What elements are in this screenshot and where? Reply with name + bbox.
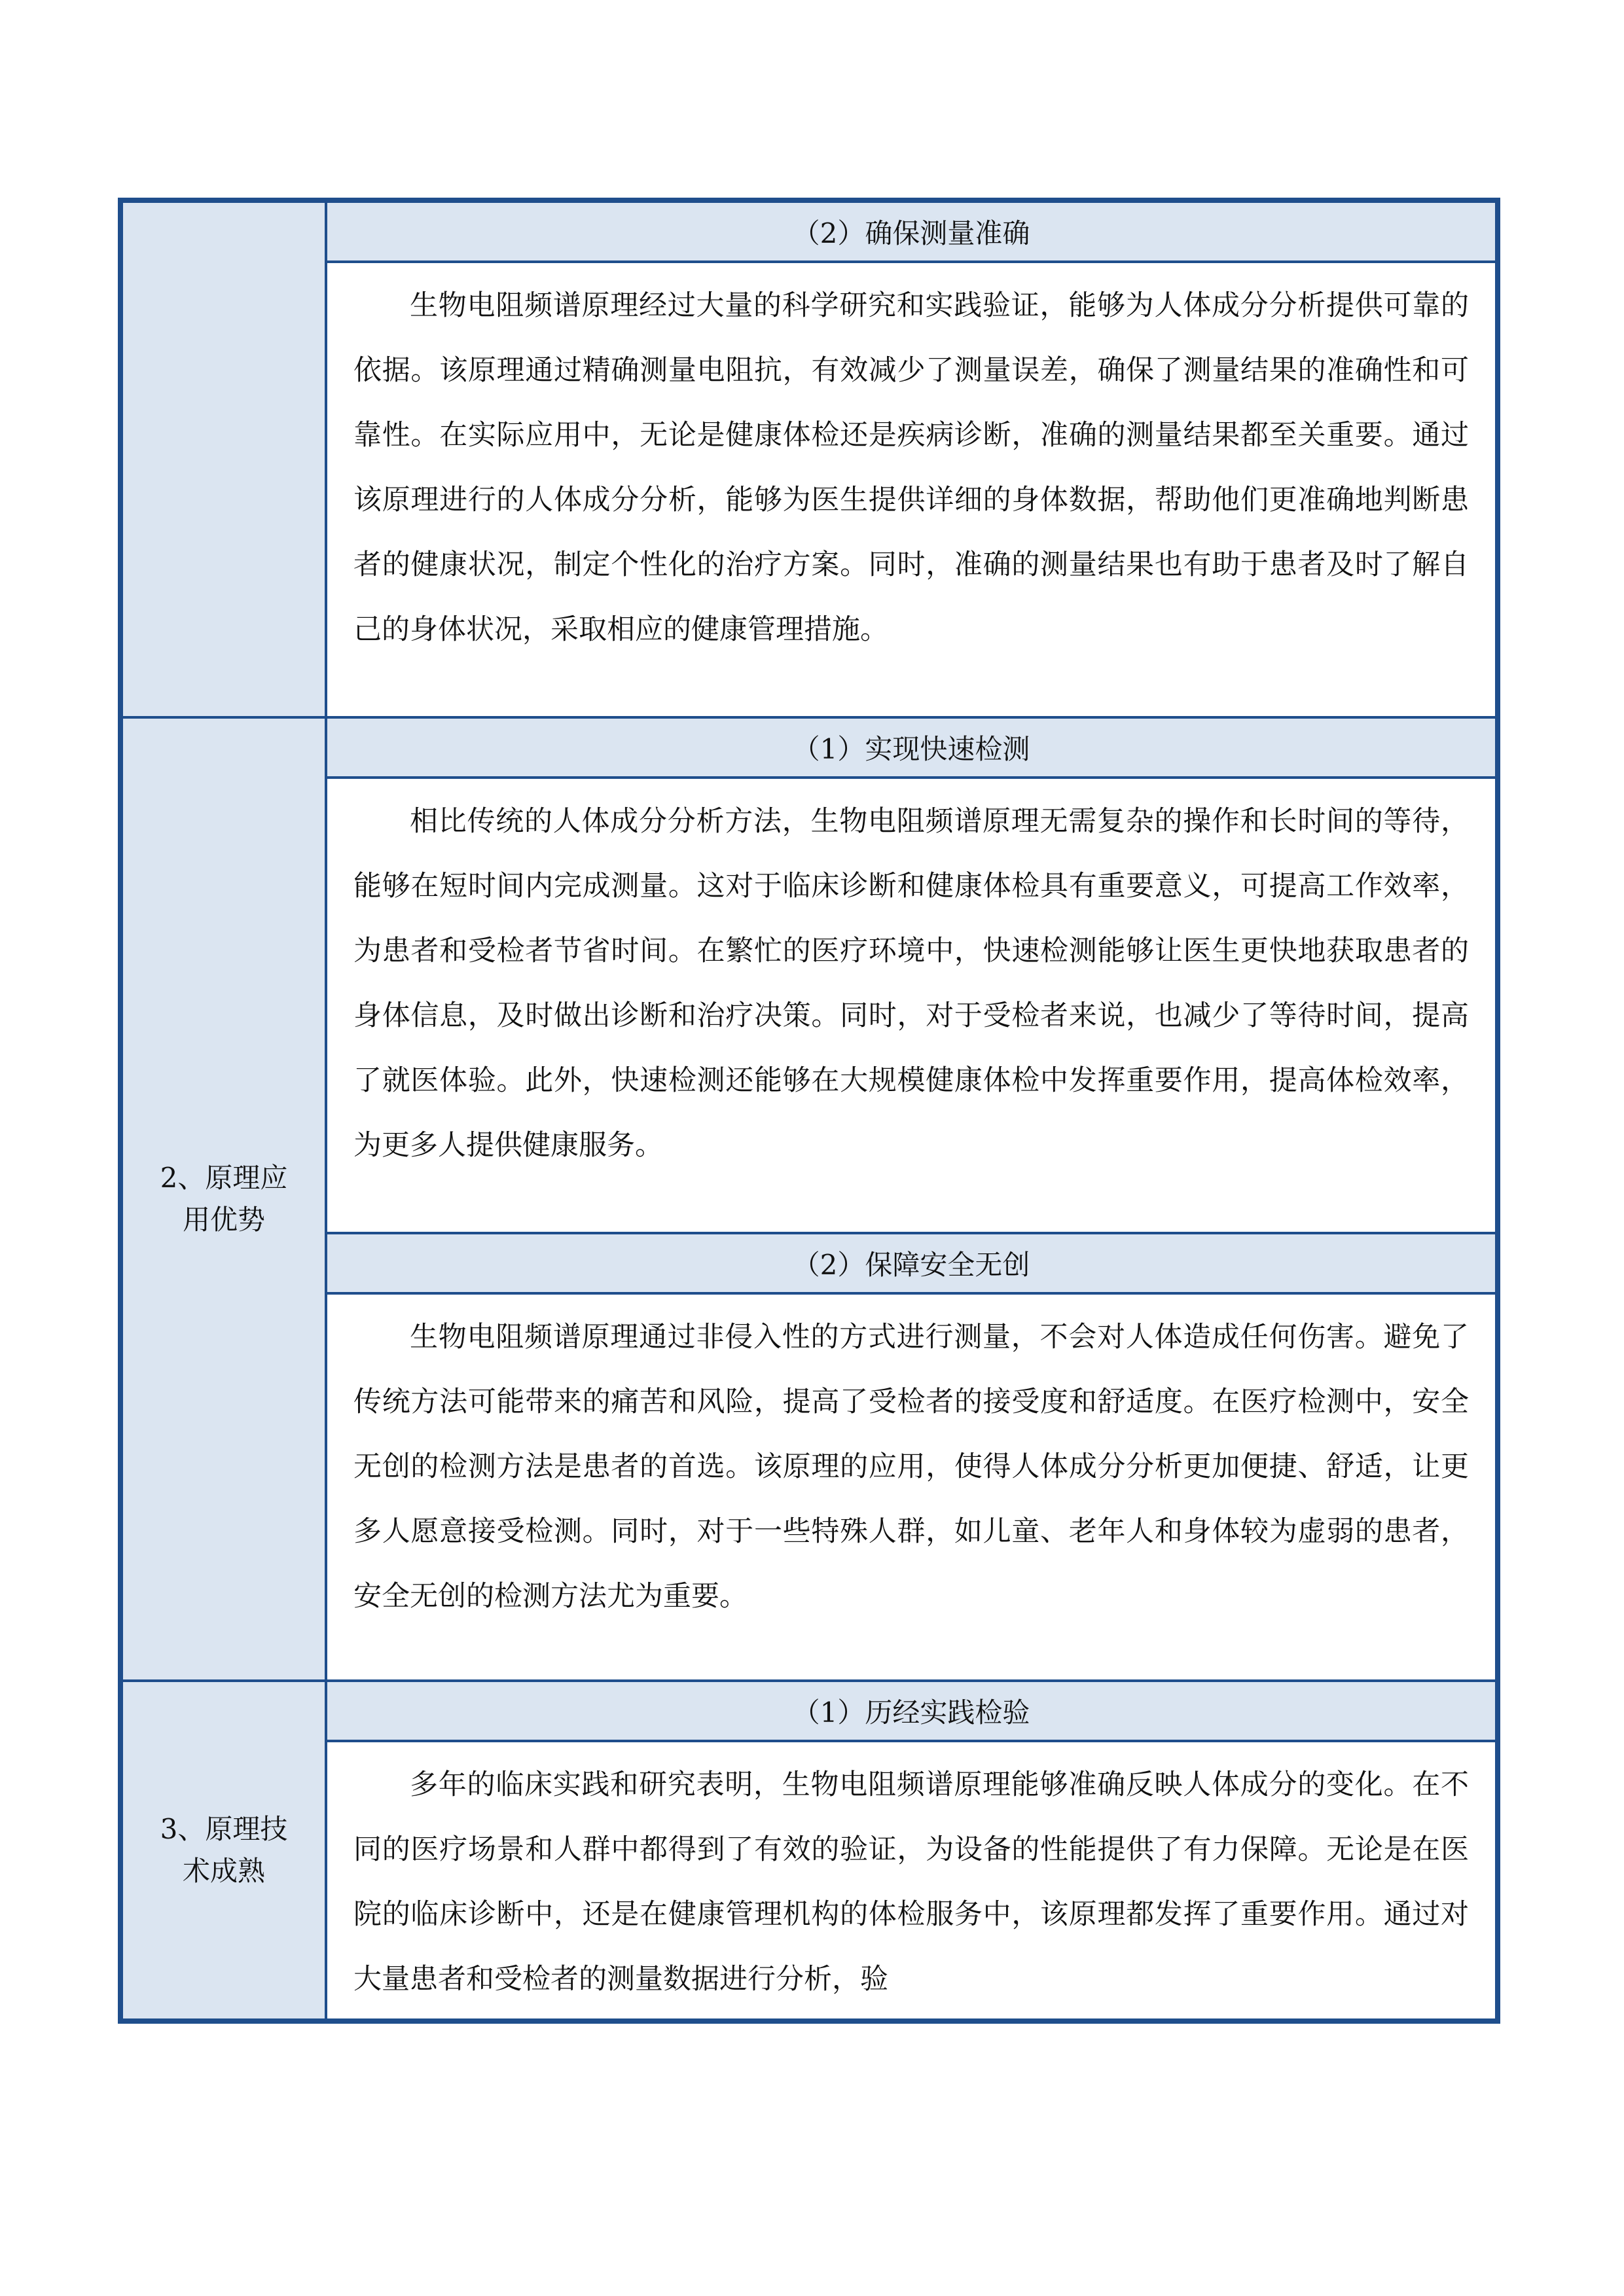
category-cell (123, 1682, 327, 2018)
table-row (123, 716, 1495, 1679)
category-label: 3、原理技术成熟 (160, 1813, 288, 1887)
category-label: 2、原理应用优势 (160, 1162, 288, 1236)
section-heading: （2）确保测量准确 (327, 203, 1495, 263)
section-heading: （1）历经实践检验 (327, 1682, 1495, 1742)
content-cell (327, 1682, 1495, 2018)
category-cell (123, 719, 327, 1679)
section-heading: （2）保障安全无创 (327, 1232, 1495, 1295)
content-cell (327, 719, 1495, 1679)
section-body: 生物电阻频谱原理经过大量的科学研究和实践验证，能够为人体成分分析提供可靠的依据。该原理通过精确测量电阻抗，有效减少了测量误差，确保了测量结果的准确性和可靠性。在实际应用中，无论是健康体检还是疾病诊断，准确的测量结果都至关重要。通过该原理进行的人体成分分析，能够为医生提供详细的身体数据，帮助他们更准确地判断患者的健康状况，制定个性化的治疗方案。同时，准确的测量结果也有助于患者及时了解自己的身体状况，采取相应的健康管理措施。 (353, 289, 1469, 646)
section-heading: （1）实现快速检测 (327, 719, 1495, 779)
section-body: 生物电阻频谱原理通过非侵入性的方式进行测量，不会对人体造成任何伤害。避免了传统方法可能带来的痛苦和风险，提高了受检者的接受度和舒适度。在医疗检测中，安全无创的检测方法是患者的首选。该原理的应用，使得人体成分分析更加便捷、舒适，让更多人愿意接受检测。同时，对于一些特殊人群，如儿童、老年人和身体较为虚弱的患者，安全无创的检测方法尤为重要。 (353, 1321, 1469, 1613)
content-table (118, 198, 1500, 2024)
table-row (123, 203, 1495, 716)
table-row (123, 1679, 1495, 2018)
section-body: 多年的临床实践和研究表明，生物电阻频谱原理能够准确反映人体成分的变化。在不同的医疗场景和人群中都得到了有效的验证，为设备的性能提供了有力保障。无论是在医院的临床诊断中，还是在健康管理机构的体检服务中，该原理都发挥了重要作用。通过对大量患者和受检者的测量数据进行分析，验 (353, 1768, 1469, 1996)
category-cell (123, 203, 327, 716)
section-body: 相比传统的人体成分分析方法，生物电阻频谱原理无需复杂的操作和长时间的等待，能够在短时间内完成测量。这对于临床诊断和健康体检具有重要意义，可提高工作效率，为患者和受检者节省时间。在繁忙的医疗环境中，快速检测能够让医生更快地获取患者的身体信息，及时做出诊断和治疗决策。同时，对于受检者来说，也减少了等待时间，提高了就医体验。此外，快速检测还能够在大规模健康体检中发挥重要作用，提高体检效率，为更多人提供健康服务。 (353, 805, 1469, 1162)
content-cell (327, 203, 1495, 716)
